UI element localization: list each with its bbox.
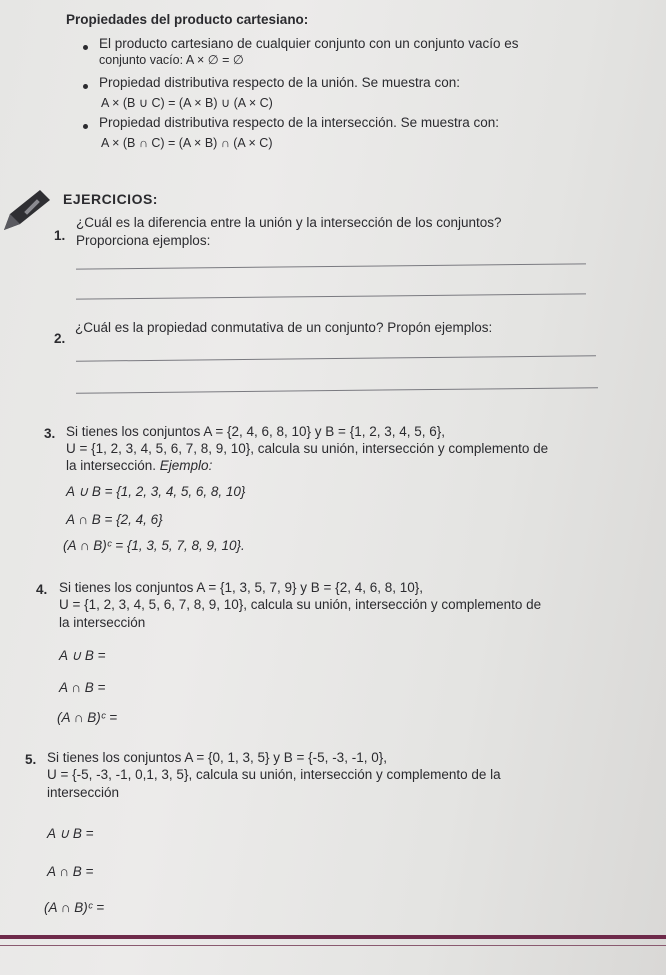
answer-line[interactable] — [76, 355, 596, 361]
question-3-text-3 — [66, 458, 212, 473]
property-3-formula: A × (B ∩ C) = (A × B) ∩ (A × C) — [101, 136, 273, 150]
question-5-number: 5. — [25, 752, 37, 767]
bullet-dot — [83, 45, 88, 50]
bullet-dot — [83, 84, 88, 89]
question-1-text-2: Proporciona ejemplos: — [76, 233, 211, 248]
example-intersection: A ∩ B = {2, 4, 6} — [66, 512, 163, 527]
property-3-text: Propiedad distributiva respecto de la intersección. Se muestra con: — [99, 115, 499, 130]
question-4-text-2: U = {1, 2, 3, 4, 5, 6, 7, 8, 9, 10}, calcula su unión, intersección y complemento de — [59, 597, 542, 612]
example-label: Ejemplo: — [159, 458, 213, 473]
answer-union-label: A ∪ B = — [47, 826, 94, 841]
exercises-heading: EJERCICIOS: — [63, 191, 158, 207]
question-3-text-3a: la intersección. — [66, 458, 160, 473]
property-1-text: El producto cartesiano de cualquier conjunto con un conjunto vacío es — [99, 36, 519, 51]
question-4-text: Si tienes los conjuntos A = {1, 3, 5, 7, 9} y B = {2, 4, 6, 8, 10}, — [59, 580, 424, 595]
answer-line[interactable] — [76, 293, 586, 299]
answer-complement-label: (A ∩ B)ᶜ = — [44, 900, 105, 915]
question-5-text-3: intersección — [47, 785, 120, 800]
answer-intersection-label: A ∩ B = — [59, 680, 106, 695]
question-1-text: ¿Cuál es la diferencia entre la unión y la intersección de los conjuntos? — [76, 215, 502, 230]
bullet-dot — [83, 124, 88, 129]
example-union: A ∪ B = {1, 2, 3, 4, 5, 6, 8, 10} — [66, 484, 246, 499]
property-2-text: Propiedad distributiva respecto de la unión. Se muestra con: — [99, 75, 460, 90]
question-3-text: Si tienes los conjuntos A = {2, 4, 6, 8, 10} y B = {1, 2, 3, 4, 5, 6}, — [66, 424, 446, 439]
question-2-text: ¿Cuál es la propiedad conmutativa de un conjunto? Propón ejemplos: — [75, 320, 493, 335]
pencil-icon — [0, 188, 52, 234]
question-2-number: 2. — [54, 331, 66, 346]
answer-line[interactable] — [76, 263, 586, 269]
question-4-text-3: la intersección — [59, 615, 146, 630]
footer-divider — [0, 945, 666, 946]
question-5-text: Si tienes los conjuntos A = {0, 1, 3, 5} y B = {-5, -3, -1, 0}, — [47, 750, 387, 765]
answer-intersection-label: A ∩ B = — [47, 864, 94, 879]
question-3-number: 3. — [44, 426, 56, 441]
property-1-formula: conjunto vacío: A × ∅ = ∅ — [99, 53, 244, 67]
question-3-text-2: U = {1, 2, 3, 4, 5, 6, 7, 8, 9, 10}, calcula su unión, intersección y complemento de — [66, 441, 549, 456]
answer-union-label: A ∪ B = — [59, 648, 106, 663]
example-complement: (A ∩ B)ᶜ = {1, 3, 5, 7, 8, 9, 10}. — [63, 538, 245, 553]
answer-line[interactable] — [76, 387, 598, 393]
question-4-number: 4. — [36, 582, 48, 597]
question-5-text-2: U = {-5, -3, -1, 0,1, 3, 5}, calcula su unión, intersección y complemento de la — [47, 767, 501, 782]
question-1-number: 1. — [54, 228, 66, 243]
properties-title: Propiedades del producto cartesiano: — [66, 12, 309, 27]
property-2-formula: A × (B ∪ C) = (A × B) ∪ (A × C) — [101, 96, 273, 110]
footer-accent-band — [0, 935, 666, 939]
answer-complement-label: (A ∩ B)ᶜ = — [57, 710, 118, 725]
